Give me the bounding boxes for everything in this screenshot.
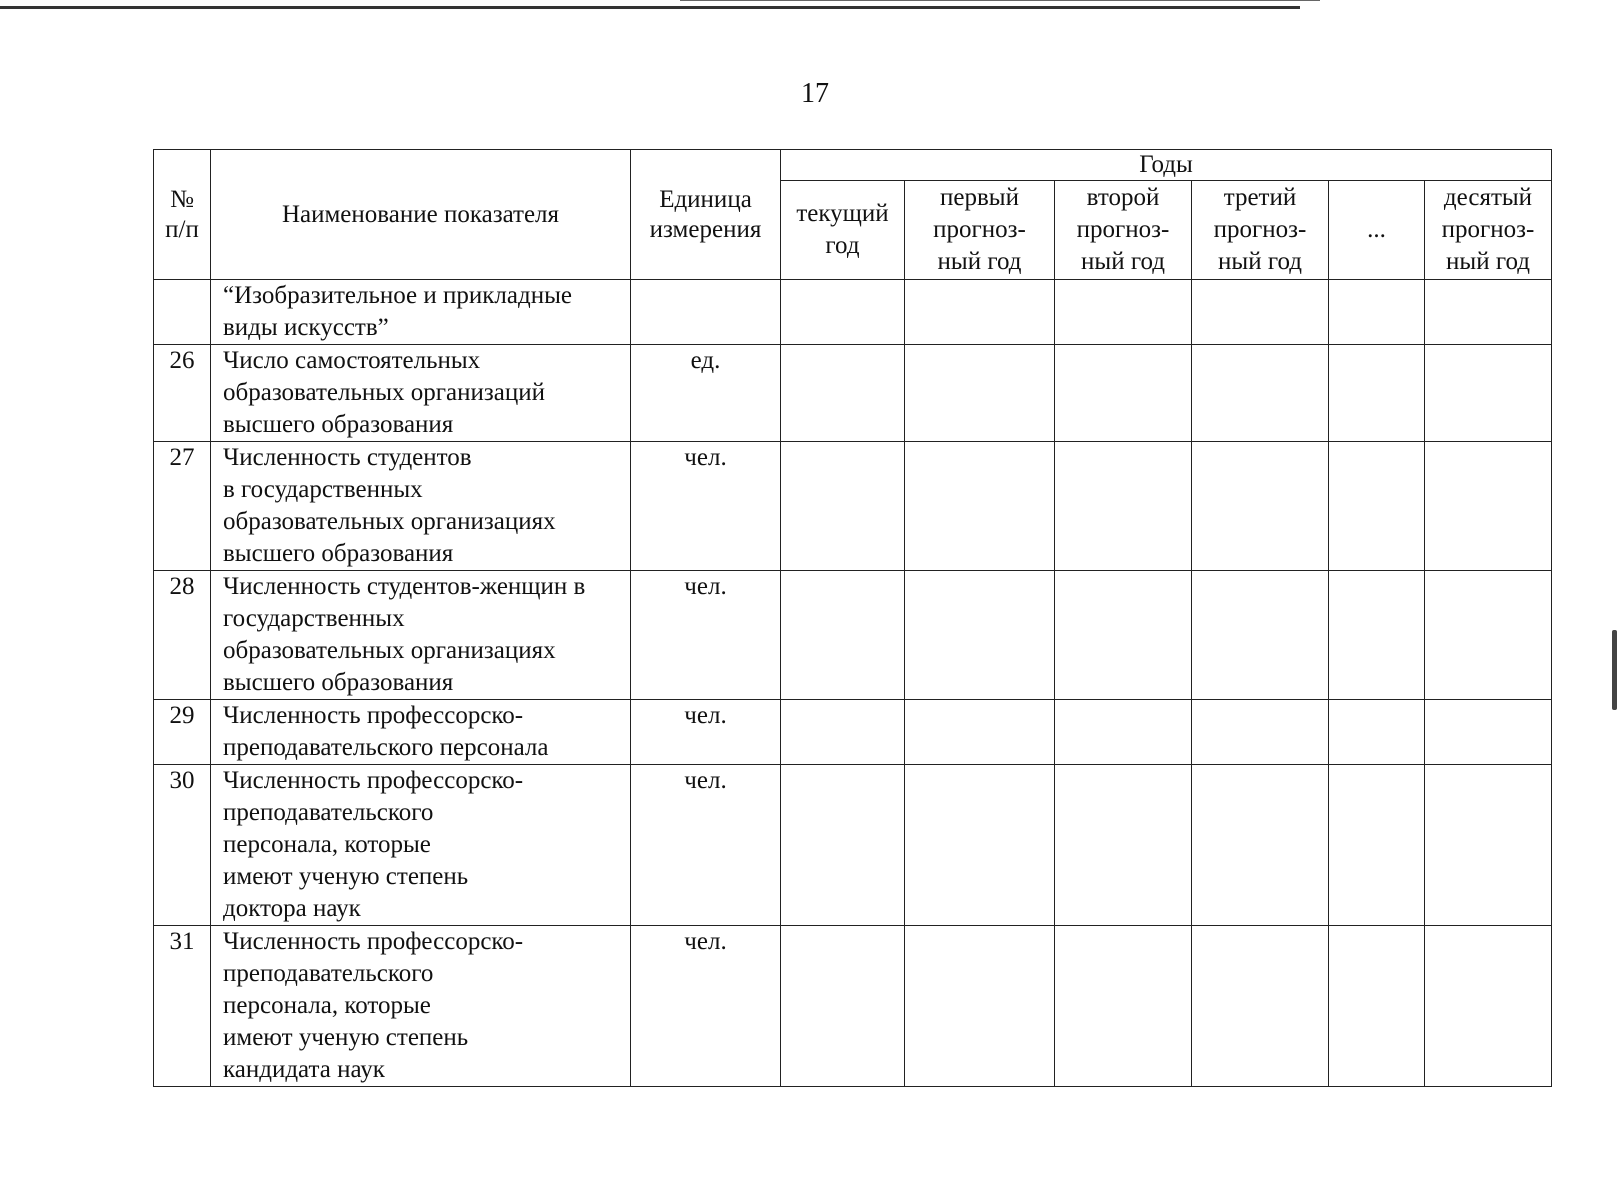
header-unit	[631, 150, 781, 280]
row-number: 26	[154, 345, 211, 442]
indicator-name	[211, 926, 631, 1087]
header-num-pp: п/п	[165, 215, 199, 243]
year-value-cell	[905, 765, 1055, 926]
year-value-cell	[1329, 442, 1425, 571]
indicator-name	[211, 442, 631, 571]
indicator-name-line: образовательных организациях	[223, 508, 556, 535]
indicator-name-line: Численность студентов	[223, 444, 472, 471]
year-value-cell	[781, 700, 905, 765]
indicator-name-line: преподавательского	[223, 799, 434, 826]
table-row	[154, 280, 1552, 345]
indicator-name-line: государственных	[223, 605, 405, 632]
header-year-col	[781, 181, 905, 280]
table-body	[154, 280, 1552, 1087]
row-number: 30	[154, 765, 211, 926]
header-year-col-line: ный год	[1081, 248, 1165, 275]
top-scan-line	[680, 0, 1320, 1]
year-value-cell	[1425, 345, 1552, 442]
year-value-cell	[1192, 280, 1329, 345]
year-value-cell	[905, 571, 1055, 700]
header-unit-line1: Единица	[659, 185, 752, 213]
year-value-cell	[1329, 926, 1425, 1087]
top-border-line	[0, 6, 1300, 9]
indicator-name-line: высшего образования	[223, 540, 454, 567]
indicator-name-line: Численность профессорско-	[223, 702, 524, 729]
indicator-name-line: имеют ученую степень	[223, 863, 469, 890]
header-year-col-line: ный год	[1446, 248, 1530, 275]
header-year-col	[1055, 181, 1192, 280]
indicator-name-line: Численность профессорско-	[223, 767, 524, 794]
year-value-cell	[1329, 345, 1425, 442]
header-year-col	[1425, 181, 1552, 280]
header-unit-line2: измерения	[649, 215, 762, 243]
indicator-name-line: Численность профессорско-	[223, 928, 524, 955]
indicator-name-line: виды искусств”	[223, 314, 389, 341]
indicator-name-line: образовательных организаций	[223, 379, 546, 406]
header-year-col-line: прогноз-	[1076, 216, 1170, 243]
year-value-cell	[1055, 700, 1192, 765]
indicator-name-line: высшего образования	[223, 669, 454, 696]
year-value-cell	[905, 442, 1055, 571]
year-value-cell	[1055, 442, 1192, 571]
header-year-col-line: ный год	[937, 248, 1022, 275]
header-year-col-line: второй	[1086, 184, 1160, 211]
table-row	[154, 926, 1552, 1087]
year-value-cell	[1192, 442, 1329, 571]
unit-of-measure: чел.	[631, 926, 781, 1087]
indicator-name-line: Число самостоятельных	[223, 347, 481, 374]
indicator-name-line: персонала, которые	[223, 992, 431, 1019]
year-value-cell	[1329, 571, 1425, 700]
indicator-name-line: Численность студентов-женщин в	[223, 573, 586, 600]
year-value-cell	[1329, 700, 1425, 765]
year-value-cell	[1055, 571, 1192, 700]
year-value-cell	[1192, 765, 1329, 926]
header-year-col-line: год	[825, 232, 860, 259]
year-value-cell	[781, 345, 905, 442]
year-value-cell	[905, 345, 1055, 442]
scan-edge-mark	[1612, 630, 1617, 710]
year-value-cell	[1055, 926, 1192, 1087]
header-year-col-line: ный год	[1218, 248, 1302, 275]
header-year-col-line: прогноз-	[1441, 216, 1535, 243]
indicator-name-line: имеют ученую степень	[223, 1024, 469, 1051]
year-value-cell	[1192, 700, 1329, 765]
header-year-col-line: прогноз-	[933, 216, 1026, 243]
header-year-col	[905, 181, 1055, 280]
indicator-name-line: преподавательского персонала	[223, 734, 549, 761]
year-value-cell	[781, 571, 905, 700]
unit-of-measure: ед.	[631, 345, 781, 442]
indicator-name-line: высшего образования	[223, 411, 454, 438]
table-row	[154, 571, 1552, 700]
table-row	[154, 700, 1552, 765]
indicator-table	[153, 149, 1552, 1087]
row-number: 31	[154, 926, 211, 1087]
indicator-name	[211, 700, 631, 765]
header-row-years	[154, 150, 1552, 181]
indicator-name	[211, 571, 631, 700]
row-number	[154, 280, 211, 345]
year-value-cell	[1425, 442, 1552, 571]
indicator-name-line: персонала, которые	[223, 831, 431, 858]
year-value-cell	[905, 700, 1055, 765]
header-year-col	[1192, 181, 1329, 280]
indicator-name-line: в государственных	[223, 476, 423, 503]
year-value-cell	[1055, 345, 1192, 442]
year-value-cell	[1329, 765, 1425, 926]
year-value-cell	[905, 280, 1055, 345]
indicator-name-line: образовательных организациях	[223, 637, 556, 664]
year-value-cell	[1425, 571, 1552, 700]
indicator-name	[211, 345, 631, 442]
indicator-name	[211, 765, 631, 926]
row-number: 29	[154, 700, 211, 765]
header-year-col-line: текущий	[796, 200, 889, 227]
year-value-cell	[1192, 345, 1329, 442]
year-value-cell	[1055, 765, 1192, 926]
header-year-col	[1329, 181, 1425, 280]
indicator-name-line: преподавательского	[223, 960, 434, 987]
header-year-col-line: первый	[940, 184, 1019, 211]
unit-of-measure: чел.	[631, 442, 781, 571]
year-value-cell	[781, 926, 905, 1087]
year-value-cell	[1192, 571, 1329, 700]
year-value-cell	[781, 765, 905, 926]
page-number: 17	[801, 78, 829, 109]
year-value-cell	[1425, 700, 1552, 765]
year-value-cell	[1192, 926, 1329, 1087]
year-value-cell	[1425, 926, 1552, 1087]
unit-of-measure: чел.	[631, 571, 781, 700]
year-value-cell	[1425, 280, 1552, 345]
year-value-cell	[1055, 280, 1192, 345]
header-years: Годы	[781, 150, 1552, 181]
header-year-col-line: прогноз-	[1213, 216, 1307, 243]
year-value-cell	[1329, 280, 1425, 345]
unit-of-measure	[631, 280, 781, 345]
indicator-name-line: “Изобразительное и прикладные	[223, 282, 572, 309]
header-year-col-line: третий	[1223, 184, 1297, 211]
year-value-cell	[905, 926, 1055, 1087]
header-indicator-name: Наименование показателя	[211, 150, 631, 280]
indicator-name	[211, 280, 631, 345]
year-value-cell	[781, 280, 905, 345]
row-number: 28	[154, 571, 211, 700]
year-value-cell	[781, 442, 905, 571]
year-value-cell	[1425, 765, 1552, 926]
indicator-name-line: кандидата наук	[223, 1056, 385, 1083]
table-row	[154, 442, 1552, 571]
header-num	[154, 150, 211, 280]
table-row	[154, 345, 1552, 442]
indicator-name-line: доктора наук	[223, 895, 361, 922]
unit-of-measure: чел.	[631, 700, 781, 765]
unit-of-measure: чел.	[631, 765, 781, 926]
table-row	[154, 765, 1552, 926]
header-year-col-line: десятый	[1443, 184, 1533, 211]
header-num-sign: №	[170, 185, 194, 213]
row-number: 27	[154, 442, 211, 571]
header-year-col-line: ...	[1367, 216, 1386, 243]
